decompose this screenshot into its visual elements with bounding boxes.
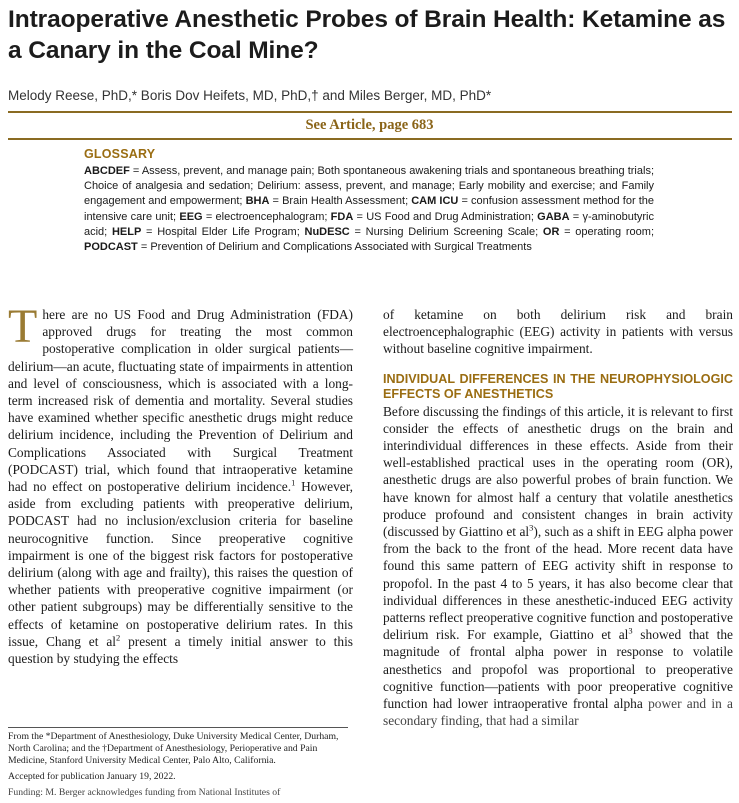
citation-ref[interactable]: 1 <box>291 477 296 488</box>
glossary-abbr: HELP <box>111 225 142 238</box>
intro-text-cont: However, aside from excluding patients with preoperative delirium, PODCAST had no inclusion/exclusion criteria for baseline neurocognitive function. Since preoperative cognitive impairment is one of the biggest risk factors for postoperative delirium (along with age and frailty), this raises the question of whether patients with preoperative cognitive impairment (or other patient subgroups) may be differentially sensitive to the effects of ketamine on postoperative delirium rates. In this issue, Chang et al <box>8 479 353 649</box>
see-article-link[interactable]: See Article, page 683 <box>305 117 434 133</box>
glossary-abbr: CAM ICU <box>411 195 459 208</box>
glossary-def: = Assess, prevent, and manage pain; Both spontaneous awakening trials and spontaneous breathing trials; Choice of analgesia and sedation; Delirium: assess, prevent, and manage; Early mobility and exercise; and Family engagement and empowerment; <box>84 165 654 208</box>
glossary-abbr: OR <box>542 225 560 238</box>
continued-paragraph: of ketamine on both delirium risk and brain electroencephalographic (EEG) activity in patients with versus without baseline cognitive impairment. <box>383 307 733 357</box>
drop-cap: T <box>8 300 38 353</box>
glossary-abbr: NuDESC <box>304 225 350 238</box>
section-text-end: showed that the magnitude of frontal alpha power in response to volatile anesthetics and propofol was proportional to preoperative cognitive function—patients with poor preoperative cognitive function had lower intraoperative frontal alpha <box>383 627 733 712</box>
glossary-def: = Hospital Elder Life Program; <box>141 225 305 238</box>
glossary-heading: GLOSSARY <box>84 147 156 161</box>
intro-text: here are no US Food and Drug Administration (FDA) approved drugs for treating the most common postoperative complication in older surgical patients—delirium—an acute, fluctuating state of impairments in attention and level of consciousness, which is associated with a long-term increased risk of dementia and mortality. Several studies have examined whether specific anesthetic drugs might reduce delirium incidence, including the Prevention of Delirium and Complications Associated with Surgical Treatment (PODCAST) trial, which found that intraoperative ketamine had no effect on postoperative delirium incidence. <box>8 307 353 495</box>
citation-ref[interactable]: 2 <box>116 632 121 643</box>
header-rule-top <box>8 111 732 113</box>
author-list: Melody Reese, PhD,* Boris Dov Heifets, MD, PhD,† and Miles Berger, MD, PhD* <box>8 88 492 103</box>
funding-footnote: Funding: M. Berger acknowledges funding from National Institutes of <box>8 787 281 798</box>
glossary-def: = operating room; <box>559 225 655 238</box>
cutoff-line: power and in a secondary finding, that had a similar <box>383 696 733 729</box>
glossary-def: = electroencephalogram; <box>202 210 331 223</box>
citation-ref[interactable]: 3 <box>628 625 633 636</box>
accepted-footnote: Accepted for publication January 19, 2022. <box>8 771 176 782</box>
section-paragraph <box>383 403 733 730</box>
section-text: Before discussing the findings of this article, it is relevant to first consider the effects of anesthetic drugs on the brain and interindividual differences in these effects. Aside from their well-established practical uses in the operating room (OR), anesthetic drugs are also powerful probes of brain function. We have known for almost half a century that volatile anesthetics produce profound and consistent changes in brain activity (discussed by Giattino et al <box>383 403 733 540</box>
glossary-abbr: ABCDEF <box>84 165 130 177</box>
intro-text-end: present a timely initial answer to this question by studying the effects <box>8 633 354 667</box>
citation-ref[interactable]: 3 <box>529 522 534 533</box>
glossary-def: = Prevention of Delirium and Complications Associated with Surgical Treatments <box>137 241 532 254</box>
section-text-cont: ), such as a shift in EEG alpha power from the back to the front of the head. More recent data have found this same pattern of EEG activity shift in response to propofol. In the past 4 to 5 years, it has also become clear that individual differences in these anesthetic-induced EEG activity patterns reflect preoperative cognitive function and postoperative delirium risk. For example, Giattino et al <box>383 524 733 643</box>
body-column-left <box>8 300 354 667</box>
intro-paragraph <box>8 300 354 667</box>
footnotes <box>8 731 353 803</box>
glossary-def: = Brain Health Assessment; <box>269 195 412 208</box>
glossary-abbr: PODCAST <box>84 241 138 254</box>
glossary-abbr: EEG <box>179 210 203 223</box>
glossary-abbr: GABA <box>537 210 570 223</box>
affiliations-footnote: From the *Department of Anesthesiology, Duke University Medical Center, Durham, North Carolina; and the †Department of Anesthesiology, Perioperative and Pain Medicine, Stanford University Medical Center, Palo Alto, California. <box>8 731 339 766</box>
section-heading: INDIVIDUAL DIFFERENCES IN THE NEUROPHYSIOLOGIC EFFECTS OF ANESTHETICS <box>383 371 733 401</box>
article-title: Intraoperative Anesthetic Probes of Brain Health: Ketamine as a Canary in the Coal Mine? <box>8 6 726 64</box>
glossary-text <box>84 164 654 255</box>
body-column-right <box>383 306 733 729</box>
header-rule-bottom <box>8 138 732 140</box>
glossary-box <box>84 147 654 255</box>
glossary-def: = γ-aminobutyric acid; <box>84 210 654 238</box>
glossary-def: = US Food and Drug Administration; <box>353 210 538 223</box>
glossary-def: = Nursing Delirium Screening Scale; <box>349 225 543 238</box>
footnote-divider <box>8 727 348 728</box>
glossary-def: = confusion assessment method for the intensive care unit; <box>84 195 655 223</box>
glossary-abbr: FDA <box>330 210 354 223</box>
glossary-abbr: BHA <box>245 195 270 208</box>
